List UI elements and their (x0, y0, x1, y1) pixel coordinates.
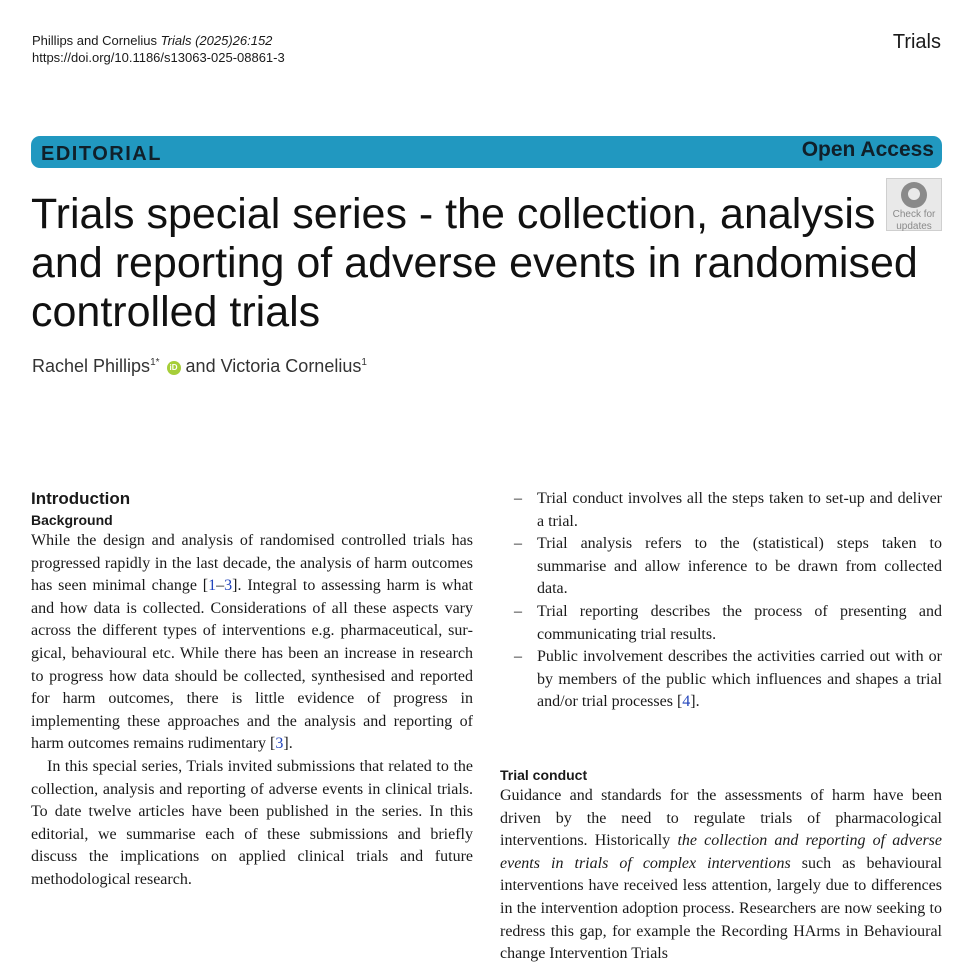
definition-list (500, 488, 942, 714)
reference-link[interactable]: 3 (275, 735, 284, 753)
reference-link[interactable]: 1 (208, 577, 217, 595)
list-item: – Trial reporting describes the process of presenting and communicating trial results. (514, 602, 942, 643)
journal-name: Trials (892, 31, 941, 53)
author-list (32, 356, 367, 377)
list-item: – Public involvement describes the activities carried out with or by members of the public which influences and shapes a trial and/or trial processes [4]. (514, 648, 942, 711)
orcid-icon[interactable]: iD (167, 361, 181, 375)
author-affiliation-sup: 1 (361, 357, 367, 368)
header-citation: Trials (2025)26:152 (160, 33, 273, 48)
body-paragraph: While the design and analysis of randomised controlled trials has progressed rapidly in the last decade, the analysis of harm outcomes has seen minimal change [1–3]. Integral to assessing harm is what and how data is collected. Considerations of all these aspects vary across the different types of interventions e.g. pharmaceutical, surgical, behavioural etc. While there has been an increase in research to progress how data should be collected, synthesised and reported for harm outcomes, there is little evidence of progress in implementing these approaches and the analysis and reporting of harm outcomes remains rudimentary [3]. (31, 532, 473, 753)
author-name[interactable]: Rachel Phillips (32, 356, 151, 376)
article-type-banner (31, 136, 942, 168)
body-paragraph: Guidance and standards for the assessments of harm have been driven by the need to regulate trials of pharmacological interventions. Historically the collection and reporting of adverse events in trials of complex interventions such as behavioural interventions have received less attention, largely due to differences in the intervention adoption process. Researchers are now seeking to redress this gap, for example the Recording HArms in Behavioural change Intervention Trials (500, 786, 943, 963)
check-updates-line1: Check for (892, 209, 936, 220)
author-conjunction: and (185, 356, 216, 376)
list-item: – Trial analysis refers to the (statistical) steps taken to summarise and allow inference to be drawn from collected data. (514, 535, 942, 598)
header-citation-line (32, 32, 285, 49)
article-title: Trials special series - the collection, analysis and reporting of adverse events in randomised controlled trials (31, 190, 918, 336)
author-name[interactable]: Victoria Cornelius (220, 356, 362, 376)
header-authors: Phillips and Cornelius (32, 33, 158, 48)
reference-link[interactable]: 4 (682, 693, 691, 711)
left-column (31, 488, 473, 892)
list-item: – Trial conduct involves all the steps taken to set-up and deliver a trial. (514, 490, 942, 530)
right-column (500, 488, 942, 966)
header-doi[interactable]: https://doi.org/10.1186/s13063-025-08861-3 (32, 50, 285, 65)
subsection-heading: Trial conduct (500, 766, 588, 783)
body-paragraph: In this special series, Trials invited submissions that related to the collection, analysis and reporting of adverse events in clinical trials. To date twelve articles have been published in the series. In this editorial, we summarise each of these submissions and briefly discuss the implications on applied clinical trials and future methodological research. (31, 757, 473, 888)
subsection-heading: Background (31, 512, 113, 528)
reference-link[interactable]: 3 (224, 577, 233, 595)
article-type-label: EDITORIAL (41, 142, 162, 165)
check-updates-line2: updates (896, 221, 932, 232)
author-affiliation-sup: 1* (150, 357, 160, 368)
running-header (32, 32, 285, 66)
open-access-label: Open Access (801, 138, 934, 161)
section-heading: Introduction (31, 489, 131, 508)
